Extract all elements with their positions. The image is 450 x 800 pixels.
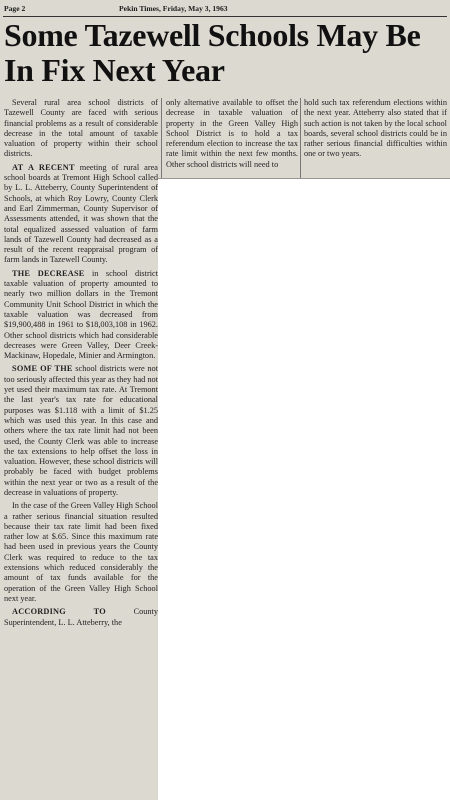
paragraph-4: SOME OF THE school districts were not too seriously affected this year as they had not yet used their maximum tax rate. At Tremont the last year's tax rate for educational purposes was $1.118 with a limit of $1.25 which was used this year. In this case and others where the tax rate limit had not been used, the County Clerk was able to increase the tax extensions to help offset the loss in valuation. However, these school districts will probably be faced with budget problems within the next year or two as a result of the decrease in valuations of property.	[4, 364, 158, 497]
column-2-text: only alternative available to offset the decrease in taxable valuation of property in the Green Valley High School District is to hold a tax referendum election to increase the tax rate limit within the next few months. Other school districts will need to	[166, 98, 298, 169]
headline: Some Tazewell Schools May Be In Fix Next Year	[4, 17, 421, 88]
column-3-text: hold such tax referendum elections within the next year. Atteberry also stated that if such action is not taken by the local school boards, several school districts could be in rather serious financial difficulties within one or two years.	[304, 98, 447, 159]
column-rule	[161, 98, 162, 178]
paragraph-2: AT A RECENT meeting of rural area school boards at Tremont High School called by L. L. Atteberry, County Superintendent of Schools, at which Roy Lowry, County Clerk and Earl Zimmerman, County Supervisor of Assessments attended, it was shown that the total equalized assessed valuation of farm lands of Tazewell County had decreased as a result of the recent reappraisal program of farm lands in Tazewell County.	[4, 162, 158, 265]
paragraph-5: In the case of the Green Valley High School a rather serious financial situation resulted because their tax rate limit had been fixed rather low at $.65. Since this maximum rate had been used in previous years the County Clerk was required to reduce to the tax extensions which reduced considerably the amount of tax funds available for the operation of the Green Valley High School next year.	[4, 501, 158, 603]
paper-dateline: Pekin Times, Friday, May 3, 1963	[119, 4, 228, 13]
cutout-edge	[158, 178, 450, 179]
column-rule	[300, 98, 301, 178]
paragraph-3: THE DECREASE in school district taxable valuation of property amounted to nearly two million dollars in the Tremont Community Unit School District in which the taxable valuation was decreased from $19,900,488 in 1961 to $18,003,108 in 1962. Other school districts which had considerable decreases were Green Valley, Deer Creek-Mackinaw, Hopedale, Minier and Armington.	[4, 268, 158, 361]
paragraph-1: Several rural area school districts of Tazewell County are faced with serious financial problems as a result of considerable decrease in the total amount of taxable valuation of property within their school districts.	[4, 98, 158, 159]
blank-cutout-region	[158, 178, 450, 800]
article-column-1	[4, 98, 158, 798]
paragraph-6: ACCORDING TO County Superintendent, L. L. Atteberry, the	[4, 607, 158, 627]
page-number: Page 2	[4, 4, 26, 13]
article-column-3	[304, 98, 447, 178]
masthead	[4, 3, 446, 15]
